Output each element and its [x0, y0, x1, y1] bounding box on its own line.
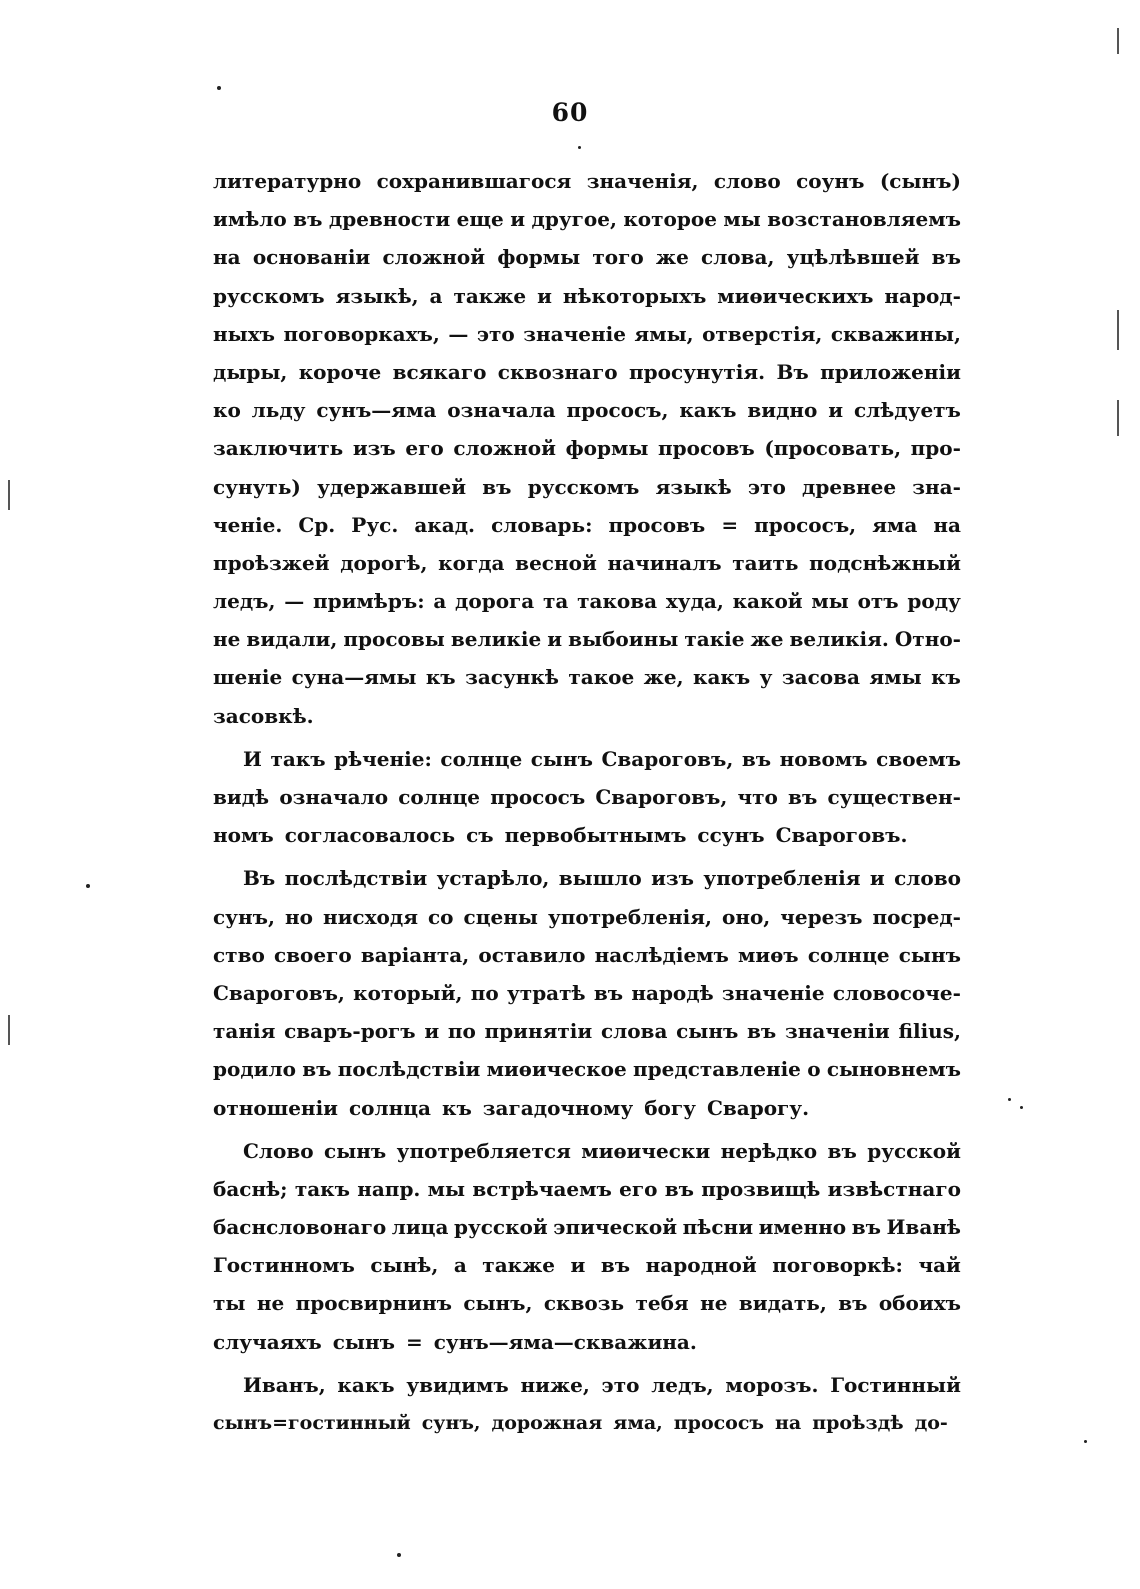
text-line: дыры, короче всякаго сквознаго просунутія. Въ приложеніи	[213, 359, 961, 384]
text-line: номъ согласовалось съ первобытнымъ ссунъ Свароговъ.	[213, 823, 908, 848]
text-line: ченіе. Ср. Рус. акад. словарь: просовъ = прососъ, яма на	[213, 512, 961, 537]
text-line: Гостинномъ сынѣ, а также и въ народной поговоркѣ: чай	[213, 1253, 961, 1278]
text-line: ты не просвирнинъ сынъ, сквозь тебя не видать, въ обоихъ	[213, 1291, 961, 1316]
text-line: сунъ, но нисходя со сцены употребленія, оно, черезъ посред-	[213, 904, 961, 929]
page-number: 60	[551, 98, 589, 127]
scan-speck	[578, 146, 581, 149]
text-line: засовкѣ.	[213, 703, 314, 728]
text-line: Слово сынъ употребляется миѳически нерѣдко въ русской	[243, 1138, 961, 1163]
text-line: ко льду сунъ—яма означала прососъ, какъ видно и слѣдуетъ	[213, 398, 961, 423]
scan-speck	[1008, 1098, 1011, 1101]
scan-speck	[1084, 1440, 1087, 1443]
text-line: баснсловонаго лица русской эпической пѣсни именно въ Иванѣ	[213, 1215, 961, 1240]
text-line: видѣ означало солнце прососъ Свароговъ, что въ существен-	[213, 785, 961, 809]
text-line: Въ послѣдствіи устарѣло, вышло изъ употребленія и слово	[243, 866, 961, 891]
text-line: отношеніи солнца къ загадочному богу Сварогу.	[213, 1095, 810, 1120]
text-line: родило въ послѣдствіи миѳическое представленіе о сыновнемъ	[213, 1057, 961, 1082]
scan-speck	[86, 884, 90, 888]
text-line: случаяхъ сынъ = сунъ—яма—скважина.	[213, 1329, 697, 1354]
paragraph	[213, 162, 961, 735]
text-line: Свароговъ, который, по утратѣ въ народѣ значеніе словосоче-	[213, 980, 961, 1005]
paragraph	[213, 740, 961, 855]
scan-speck	[397, 1553, 401, 1557]
text-line: баснѣ; такъ напр. мы встрѣчаемъ его въ прозвищѣ извѣстнаго	[213, 1176, 961, 1201]
text-line: на основаніи сложной формы того же слова, уцѣлѣвшей въ	[213, 245, 961, 270]
scan-edge-mark	[8, 480, 10, 510]
text-line: сынъ=гостинный сунъ, дорожная яма, прососъ на проѣздѣ до-	[213, 1412, 948, 1434]
scan-edge-mark	[8, 1015, 10, 1045]
scan-speck	[217, 86, 221, 90]
text-line: шеніе суна—ямы къ засункѣ такое же, какъ у засова ямы къ	[213, 665, 961, 690]
text-line: танія сваръ-рогъ и по принятіи слова сынъ въ значеніи filius,	[213, 1019, 961, 1044]
text-line: проѣзжей дорогѣ, когда весной начиналъ таить подснѣжный	[213, 550, 961, 575]
paragraph	[213, 1132, 961, 1361]
text-line: ство своего варіанта, оставило наслѣдіемъ миѳъ солнце сынъ	[213, 942, 961, 967]
scan-speck	[1020, 1106, 1023, 1109]
text-line: сунуть) удержавшей въ русскомъ языкѣ это древнее зна-	[213, 474, 961, 499]
text-line: не видали, просовы великіе и выбоины такіе же великія. Отно-	[213, 627, 961, 652]
text-line: ледъ, — примѣръ: а дорога та такова худа, какой мы отъ роду	[213, 589, 961, 614]
text-line: русскомъ языкѣ, а также и нѣкоторыхъ миѳическихъ народ-	[213, 283, 961, 308]
text-line: ныхъ поговоркахъ, — это значеніе ямы, отверстія, скважины,	[213, 321, 961, 346]
scan-edge-mark	[1117, 28, 1119, 54]
text-line: Иванъ, какъ увидимъ ниже, это ледъ, морозъ. Гостинный	[243, 1372, 961, 1397]
scan-edge-mark	[1117, 400, 1119, 436]
paragraph	[213, 1366, 961, 1442]
paragraph	[213, 859, 961, 1126]
text-line: заключить изъ его сложной формы просовъ (просовать, про-	[213, 436, 961, 461]
text-line: И такъ рѣченіе: солнце сынъ Свароговъ, въ новомъ своемъ	[243, 746, 961, 771]
body-text	[213, 162, 961, 1447]
text-line: литературно сохранившагося значенія, слово соунъ (сынъ)	[213, 169, 961, 193]
text-line: имѣло въ древности еще и другое, которое мы возстановляемъ	[213, 207, 961, 232]
scan-edge-mark	[1117, 310, 1119, 350]
